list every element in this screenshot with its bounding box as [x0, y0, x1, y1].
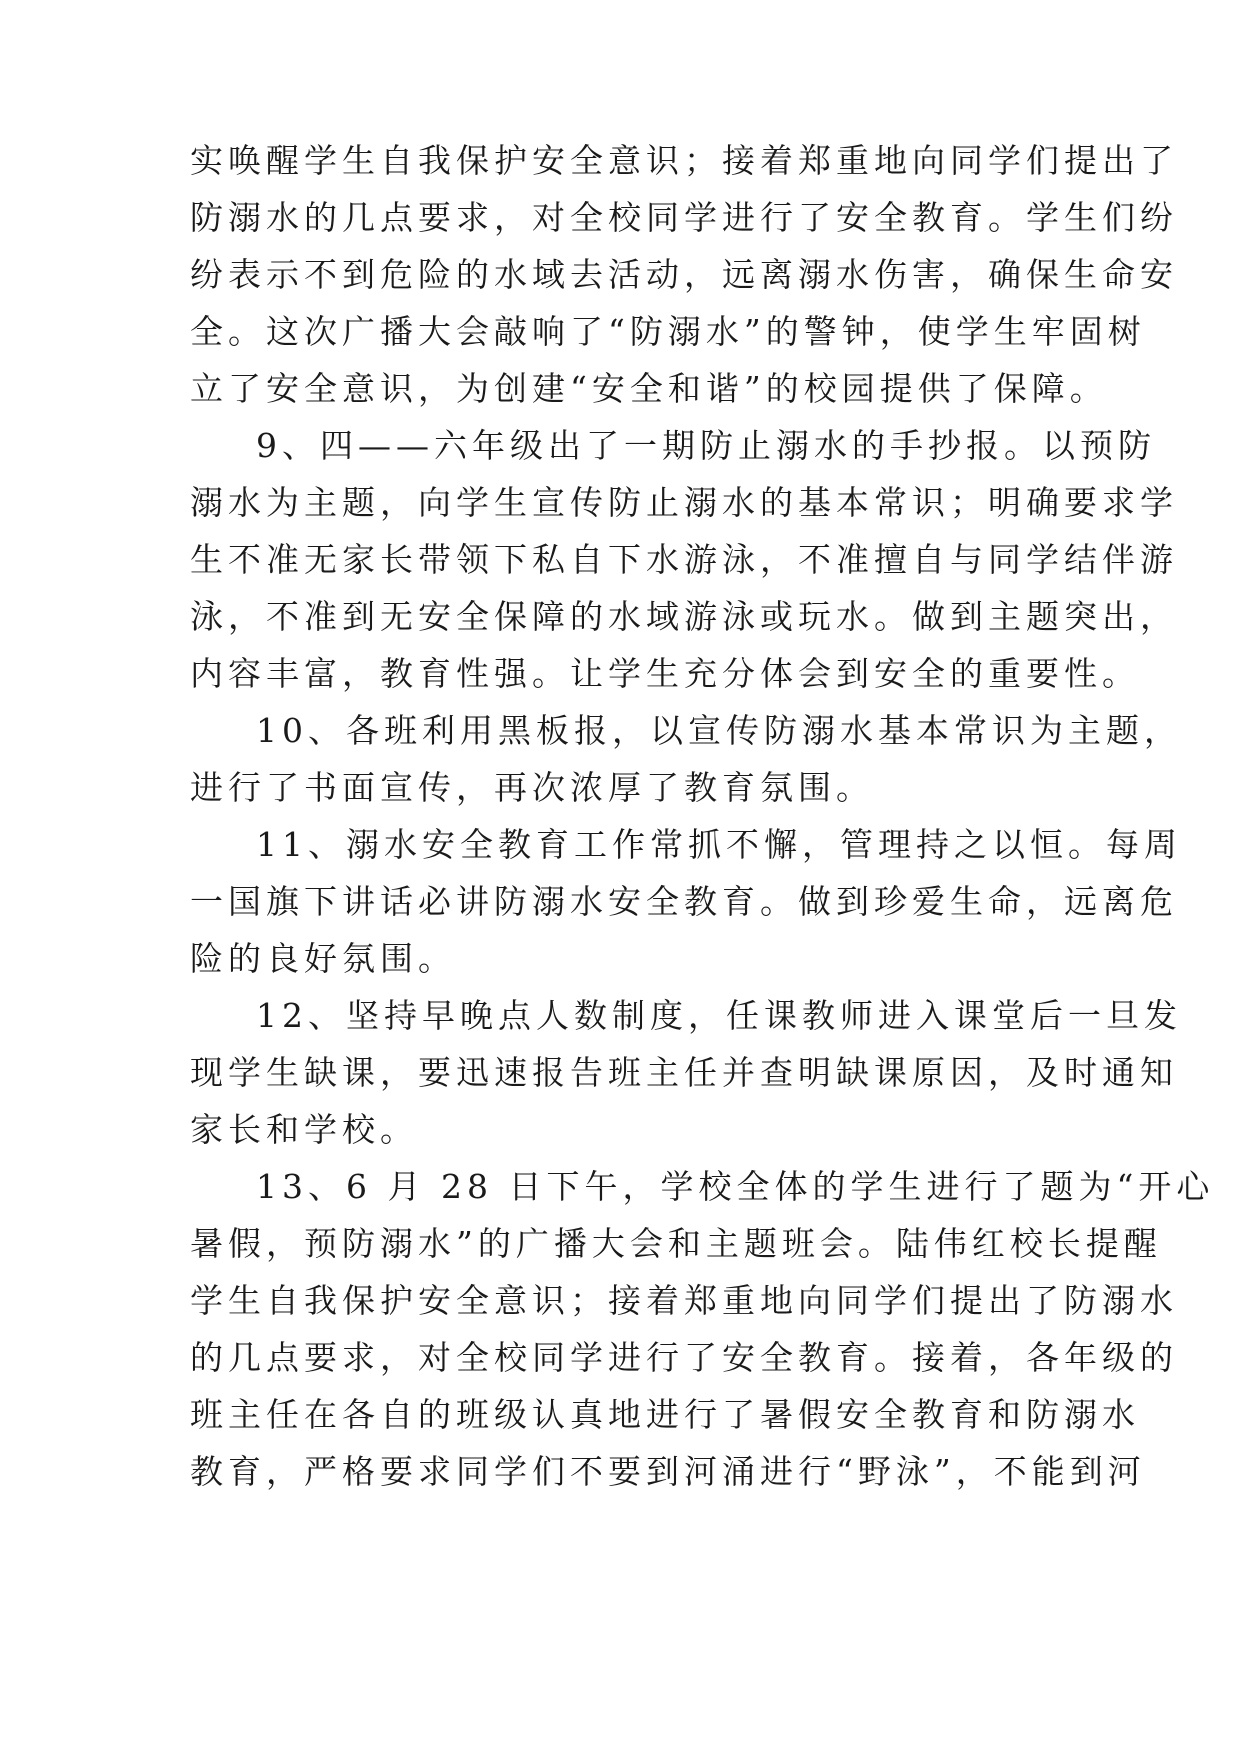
text-line: 立了安全意识，为创建“安全和谐”的校园提供了保障。 — [190, 369, 1108, 408]
text-line: 9、四——六年级出了一期防止溺水的手抄报。以预防 — [256, 426, 1156, 465]
text-line: 13、6 月 28 日下午，学校全体的学生进行了题为“开心 — [256, 1167, 1215, 1206]
paragraph-item-10 — [190, 702, 1182, 816]
text-line: 10、各班利用黑板报，以宣传防溺水基本常识为主题， — [256, 711, 1182, 750]
text-line: 学生自我保护安全意识；接着郑重地向同学们提出了防溺水 — [190, 1281, 1178, 1320]
text-line: 生不准无家长带领下私自下水游泳，不准擅自与同学结伴游 — [190, 540, 1178, 579]
text-line: 的几点要求，对全校同学进行了安全教育。接着，各年级的 — [190, 1338, 1178, 1377]
text-line: 11、溺水安全教育工作常抓不懈，管理持之以恒。每周 — [256, 825, 1182, 864]
paragraph-item-11 — [190, 816, 1182, 987]
text-line: 现学生缺课，要迅速报告班主任并查明缺课原因，及时通知 — [190, 1053, 1178, 1092]
text-line: 暑假，预防溺水”的广播大会和主题班会。陆伟红校长提醒 — [190, 1224, 1162, 1263]
text-line: 进行了书面宣传，再次浓厚了教育氛围。 — [190, 768, 874, 807]
text-line: 全。这次广播大会敲响了“防溺水”的警钟，使学生牢固树 — [190, 312, 1146, 351]
text-line: 溺水为主题，向学生宣传防止溺水的基本常识；明确要求学 — [190, 483, 1178, 522]
text-line: 泳，不准到无安全保障的水域游泳或玩水。做到主题突出， — [190, 597, 1178, 636]
text-line: 12、坚持早晚点人数制度，任课教师进入课堂后一旦发 — [256, 996, 1182, 1035]
text-line: 内容丰富，教育性强。让学生充分体会到安全的重要性。 — [190, 654, 1140, 693]
paragraph-item-13 — [190, 1158, 1215, 1500]
text-line: 险的良好氛围。 — [190, 939, 456, 978]
text-line: 防溺水的几点要求，对全校同学进行了安全教育。学生们纷 — [190, 198, 1178, 237]
text-line: 家长和学校。 — [190, 1110, 418, 1149]
text-line: 班主任在各自的班级认真地进行了暑假安全教育和防溺水 — [190, 1395, 1140, 1434]
document-body — [190, 132, 1215, 1500]
paragraph-item-9 — [190, 417, 1178, 702]
text-line: 教育，严格要求同学们不要到河涌进行“野泳”，不能到河 — [190, 1452, 1146, 1491]
paragraph-item-12 — [190, 987, 1182, 1158]
text-line: 实唤醒学生自我保护安全意识；接着郑重地向同学们提出了 — [190, 141, 1178, 180]
text-line: 纷表示不到危险的水域去活动，远离溺水伤害，确保生命安 — [190, 255, 1178, 294]
text-line: 一国旗下讲话必讲防溺水安全教育。做到珍爱生命，远离危 — [190, 882, 1178, 921]
paragraph-continuation — [190, 132, 1178, 417]
